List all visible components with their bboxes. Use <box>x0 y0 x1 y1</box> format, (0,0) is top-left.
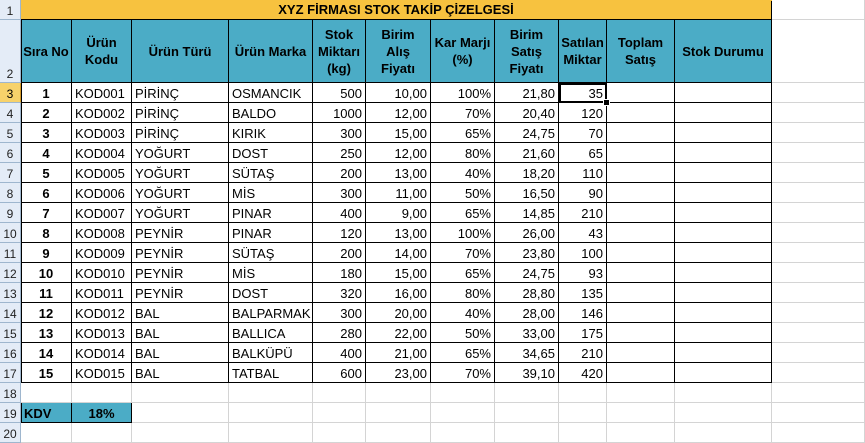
cell[interactable] <box>772 323 865 343</box>
table-cell[interactable]: 13 <box>21 323 72 343</box>
table-cell[interactable]: 300 <box>313 183 366 203</box>
table-cell[interactable]: 39,10 <box>495 363 559 383</box>
table-cell[interactable] <box>675 123 772 143</box>
table-cell[interactable]: PİRİNÇ <box>132 123 229 143</box>
cell[interactable] <box>675 423 772 443</box>
table-cell[interactable]: 65% <box>431 343 495 363</box>
row-header[interactable]: 7 <box>0 163 21 183</box>
cell[interactable] <box>772 383 865 403</box>
row-header[interactable]: 3 <box>0 83 21 103</box>
sheet-row <box>0 0 865 20</box>
cell[interactable] <box>772 343 865 363</box>
cell[interactable] <box>72 383 132 403</box>
cell[interactable] <box>559 403 607 423</box>
table-cell[interactable] <box>675 263 772 283</box>
table-cell[interactable]: 13,00 <box>366 163 431 183</box>
table-cell[interactable]: 6 <box>21 183 72 203</box>
table-cell[interactable]: 3 <box>21 123 72 143</box>
sheet-row <box>0 343 865 363</box>
table-cell[interactable]: 40% <box>431 163 495 183</box>
column-header[interactable]: Birim Satış Fiyatı <box>495 20 559 83</box>
row-header[interactable]: 11 <box>0 243 21 263</box>
table-cell[interactable]: 80% <box>431 143 495 163</box>
table-cell[interactable]: 21,60 <box>495 143 559 163</box>
cell[interactable] <box>21 423 72 443</box>
table-cell[interactable]: KOD007 <box>72 203 132 223</box>
sheet-row <box>0 143 865 163</box>
sheet-row <box>0 423 865 443</box>
table-cell[interactable]: 24,75 <box>495 123 559 143</box>
row-header[interactable]: 14 <box>0 303 21 323</box>
sheet-row <box>0 83 865 103</box>
table-cell[interactable]: 210 <box>559 343 607 363</box>
cell[interactable] <box>559 423 607 443</box>
table-cell[interactable] <box>607 83 675 103</box>
table-cell[interactable]: 20,00 <box>366 303 431 323</box>
table-cell[interactable]: 43 <box>559 223 607 243</box>
table-cell[interactable]: 15 <box>21 363 72 383</box>
cell[interactable] <box>607 383 675 403</box>
cell[interactable] <box>72 423 132 443</box>
table-cell[interactable]: DOST <box>229 143 313 163</box>
table-cell[interactable] <box>675 323 772 343</box>
table-cell[interactable]: 400 <box>313 343 366 363</box>
table-cell[interactable] <box>607 143 675 163</box>
table-cell[interactable]: 90 <box>559 183 607 203</box>
cell[interactable] <box>772 283 865 303</box>
table-cell[interactable]: 1 <box>21 83 72 103</box>
sheet-row <box>0 283 865 303</box>
table-cell[interactable]: YOĞURT <box>132 183 229 203</box>
table-cell[interactable]: 5 <box>21 163 72 183</box>
table-cell[interactable]: 34,65 <box>495 343 559 363</box>
table-cell[interactable] <box>607 163 675 183</box>
table-cell[interactable]: KOD001 <box>72 83 132 103</box>
table-cell[interactable]: KIRIK <box>229 123 313 143</box>
cell[interactable] <box>772 243 865 263</box>
row-header[interactable]: 20 <box>0 423 21 443</box>
table-cell[interactable]: 100 <box>559 243 607 263</box>
table-cell[interactable] <box>675 183 772 203</box>
table-cell[interactable]: PEYNİR <box>132 243 229 263</box>
kdv-value[interactable]: 18% <box>72 403 132 423</box>
table-cell[interactable]: KOD008 <box>72 223 132 243</box>
table-cell[interactable]: 8 <box>21 223 72 243</box>
table-cell[interactable]: 18,20 <box>495 163 559 183</box>
table-cell[interactable] <box>607 123 675 143</box>
row-header[interactable]: 6 <box>0 143 21 163</box>
cell[interactable] <box>431 383 495 403</box>
table-cell[interactable] <box>607 243 675 263</box>
cell[interactable] <box>772 103 865 123</box>
row-header[interactable]: 4 <box>0 103 21 123</box>
table-cell[interactable]: 65% <box>431 123 495 143</box>
table-cell[interactable] <box>607 323 675 343</box>
table-cell[interactable]: KOD002 <box>72 103 132 123</box>
column-header[interactable]: Ürün Kodu <box>72 20 132 83</box>
table-cell[interactable]: 40% <box>431 303 495 323</box>
sheet-row <box>0 303 865 323</box>
cell[interactable] <box>772 303 865 323</box>
table-cell[interactable]: 70% <box>431 363 495 383</box>
cell[interactable] <box>772 83 865 103</box>
table-cell[interactable]: 1000 <box>313 103 366 123</box>
sheet-row <box>0 183 865 203</box>
table-cell[interactable]: 9 <box>21 243 72 263</box>
cell[interactable] <box>313 403 366 423</box>
row-header[interactable]: 12 <box>0 263 21 283</box>
table-cell[interactable]: 50% <box>431 323 495 343</box>
sheet-title[interactable]: XYZ FİRMASI STOK TAKİP ÇİZELGESİ <box>21 0 772 20</box>
cell[interactable] <box>132 423 229 443</box>
table-cell[interactable] <box>675 363 772 383</box>
table-cell[interactable]: BALDO <box>229 103 313 123</box>
table-cell[interactable]: PEYNİR <box>132 223 229 243</box>
kdv-label[interactable]: KDV <box>21 403 72 423</box>
table-cell[interactable]: 93 <box>559 263 607 283</box>
table-cell[interactable]: TATBAL <box>229 363 313 383</box>
column-header[interactable]: Stok Durumu <box>675 20 772 83</box>
row-header[interactable]: 1 <box>0 0 21 20</box>
cell[interactable] <box>772 183 865 203</box>
table-cell[interactable]: 26,00 <box>495 223 559 243</box>
column-header[interactable]: Ürün Türü <box>132 20 229 83</box>
kdv-left-border <box>21 403 22 423</box>
row-header[interactable]: 5 <box>0 123 21 143</box>
table-cell[interactable]: BAL <box>132 323 229 343</box>
row-header[interactable]: 8 <box>0 183 21 203</box>
cell[interactable] <box>229 403 313 423</box>
table-cell[interactable]: 28,00 <box>495 303 559 323</box>
cell[interactable] <box>772 0 865 20</box>
sheet-row <box>0 223 865 243</box>
sheet-row <box>0 123 865 143</box>
table-cell[interactable]: 300 <box>313 303 366 323</box>
table-cell[interactable]: 11,00 <box>366 183 431 203</box>
table-cell[interactable]: 600 <box>313 363 366 383</box>
table-cell[interactable]: YOĞURT <box>132 163 229 183</box>
table-cell[interactable]: KOD006 <box>72 183 132 203</box>
table-cell[interactable]: 12,00 <box>366 143 431 163</box>
row-header[interactable]: 13 <box>0 283 21 303</box>
row-header[interactable]: 2 <box>0 20 21 83</box>
table-cell[interactable]: YOĞURT <box>132 203 229 223</box>
table-cell[interactable]: 16,50 <box>495 183 559 203</box>
table-cell[interactable] <box>607 183 675 203</box>
table-cell[interactable]: 12 <box>21 303 72 323</box>
table-cell[interactable]: 14,85 <box>495 203 559 223</box>
table-cell[interactable]: KOD013 <box>72 323 132 343</box>
table-cell[interactable]: 200 <box>313 163 366 183</box>
cell[interactable] <box>772 403 865 423</box>
table-cell[interactable]: KOD012 <box>72 303 132 323</box>
table-cell[interactable] <box>675 223 772 243</box>
cell[interactable] <box>772 123 865 143</box>
table-cell[interactable]: BALPARMAK <box>229 303 313 323</box>
table-cell[interactable]: 100% <box>431 223 495 243</box>
cell[interactable] <box>559 383 607 403</box>
sheet-row <box>0 203 865 223</box>
table-cell[interactable] <box>675 83 772 103</box>
table-cell[interactable] <box>675 343 772 363</box>
table-cell[interactable]: PINAR <box>229 223 313 243</box>
table-cell[interactable]: 146 <box>559 303 607 323</box>
cell[interactable] <box>772 143 865 163</box>
row-header[interactable]: 17 <box>0 363 21 383</box>
table-cell[interactable]: 175 <box>559 323 607 343</box>
cell[interactable] <box>229 423 313 443</box>
table-cell[interactable]: 50% <box>431 183 495 203</box>
table-cell[interactable]: SÜTAŞ <box>229 163 313 183</box>
table-cell[interactable]: DOST <box>229 283 313 303</box>
cell[interactable] <box>675 403 772 423</box>
cell[interactable] <box>772 20 865 83</box>
table-cell[interactable] <box>607 343 675 363</box>
table-cell[interactable]: 210 <box>559 203 607 223</box>
cell[interactable] <box>495 423 559 443</box>
table-cell[interactable]: 16,00 <box>366 283 431 303</box>
table-cell[interactable]: 120 <box>559 103 607 123</box>
cell[interactable] <box>366 383 431 403</box>
table-cell[interactable]: 280 <box>313 323 366 343</box>
cell[interactable] <box>431 403 495 423</box>
table-cell[interactable]: 65% <box>431 203 495 223</box>
table-cell[interactable]: 10,00 <box>366 83 431 103</box>
table-cell[interactable] <box>675 303 772 323</box>
cell[interactable] <box>366 403 431 423</box>
table-cell[interactable]: 15,00 <box>366 263 431 283</box>
row-header[interactable]: 9 <box>0 203 21 223</box>
table-cell[interactable]: 21,00 <box>366 343 431 363</box>
table-cell[interactable]: 120 <box>313 223 366 243</box>
table-cell[interactable]: 21,80 <box>495 83 559 103</box>
table-cell[interactable]: 100% <box>431 83 495 103</box>
cell[interactable] <box>772 263 865 283</box>
table-cell[interactable]: 7 <box>21 203 72 223</box>
table-cell[interactable]: 300 <box>313 123 366 143</box>
table-cell[interactable]: 320 <box>313 283 366 303</box>
sheet-row <box>0 383 865 403</box>
table-cell[interactable]: KOD009 <box>72 243 132 263</box>
cell[interactable] <box>132 403 229 423</box>
table-cell[interactable]: 4 <box>21 143 72 163</box>
table-cell[interactable]: 80% <box>431 283 495 303</box>
table-cell[interactable]: 110 <box>559 163 607 183</box>
table-cell[interactable]: KOD011 <box>72 283 132 303</box>
table-left-border <box>21 20 22 383</box>
row-header[interactable]: 16 <box>0 343 21 363</box>
table-cell[interactable] <box>607 223 675 243</box>
table-cell[interactable] <box>675 163 772 183</box>
table-cell[interactable]: 14 <box>21 343 72 363</box>
table-cell[interactable]: KOD014 <box>72 343 132 363</box>
cell[interactable] <box>772 203 865 223</box>
table-cell[interactable]: 70 <box>559 123 607 143</box>
row-header[interactable]: 19 <box>0 403 21 423</box>
title-top-border <box>21 0 772 1</box>
table-cell[interactable]: 10 <box>21 263 72 283</box>
cell[interactable] <box>772 223 865 243</box>
column-header[interactable]: Sıra No <box>21 20 72 83</box>
table-cell[interactable]: BAL <box>132 363 229 383</box>
sheet-row <box>0 163 865 183</box>
table-cell[interactable]: 200 <box>313 243 366 263</box>
cell[interactable] <box>607 423 675 443</box>
table-cell[interactable]: MİS <box>229 183 313 203</box>
table-cell[interactable] <box>675 243 772 263</box>
column-header[interactable]: Ürün Marka <box>229 20 313 83</box>
table-cell[interactable]: 180 <box>313 263 366 283</box>
table-cell[interactable] <box>675 283 772 303</box>
table-cell[interactable]: MİS <box>229 263 313 283</box>
sheet-row <box>0 243 865 263</box>
sheet-row <box>0 323 865 343</box>
table-cell[interactable]: 23,00 <box>366 363 431 383</box>
table-cell[interactable] <box>607 103 675 123</box>
column-header[interactable]: Toplam Satış <box>607 20 675 83</box>
cell[interactable] <box>495 383 559 403</box>
cell[interactable] <box>21 383 72 403</box>
table-cell[interactable]: 135 <box>559 283 607 303</box>
table-cell[interactable]: 33,00 <box>495 323 559 343</box>
cell[interactable] <box>675 383 772 403</box>
table-cell[interactable]: 65 <box>559 143 607 163</box>
cell[interactable] <box>366 423 431 443</box>
cell[interactable] <box>772 163 865 183</box>
table-cell[interactable]: 24,75 <box>495 263 559 283</box>
cell[interactable] <box>313 383 366 403</box>
table-cell[interactable]: KOD004 <box>72 143 132 163</box>
sheet-row <box>0 103 865 123</box>
table-cell[interactable] <box>675 203 772 223</box>
table-cell[interactable]: 70% <box>431 103 495 123</box>
table-cell[interactable]: 2 <box>21 103 72 123</box>
table-cell[interactable]: KOD015 <box>72 363 132 383</box>
table-cell[interactable]: BALKÜPÜ <box>229 343 313 363</box>
table-cell[interactable]: 250 <box>313 143 366 163</box>
table-cell[interactable]: KOD003 <box>72 123 132 143</box>
sheet-row <box>0 263 865 283</box>
table-cell[interactable] <box>607 283 675 303</box>
sheet-row <box>0 20 865 83</box>
table-cell[interactable] <box>607 203 675 223</box>
table-cell[interactable]: 15,00 <box>366 123 431 143</box>
table-cell[interactable]: PEYNİR <box>132 283 229 303</box>
table-cell[interactable]: KOD010 <box>72 263 132 283</box>
table-cell[interactable]: SÜTAŞ <box>229 243 313 263</box>
table-cell[interactable] <box>675 103 772 123</box>
table-cell[interactable]: PINAR <box>229 203 313 223</box>
table-cell[interactable]: BALLICA <box>229 323 313 343</box>
table-cell[interactable]: 28,80 <box>495 283 559 303</box>
table-cell[interactable]: 23,80 <box>495 243 559 263</box>
table-cell[interactable]: 13,00 <box>366 223 431 243</box>
table-cell[interactable] <box>607 303 675 323</box>
table-cell[interactable]: 500 <box>313 83 366 103</box>
table-cell[interactable]: 11 <box>21 283 72 303</box>
table-cell[interactable]: 400 <box>313 203 366 223</box>
table-cell[interactable]: 20,40 <box>495 103 559 123</box>
table-cell[interactable] <box>675 143 772 163</box>
table-cell[interactable]: 70% <box>431 243 495 263</box>
table-cell[interactable]: OSMANCIK <box>229 83 313 103</box>
table-cell[interactable]: 12,00 <box>366 103 431 123</box>
table-cell[interactable]: PİRİNÇ <box>132 83 229 103</box>
table-cell[interactable]: 420 <box>559 363 607 383</box>
table-cell[interactable]: PİRİNÇ <box>132 103 229 123</box>
cell[interactable] <box>229 383 313 403</box>
table-cell[interactable]: YOĞURT <box>132 143 229 163</box>
table-cell[interactable]: 22,00 <box>366 323 431 343</box>
cell[interactable] <box>607 403 675 423</box>
table-cell[interactable] <box>607 363 675 383</box>
cell[interactable] <box>431 423 495 443</box>
table-cell[interactable]: 65% <box>431 263 495 283</box>
column-header[interactable]: Kar Marjı (%) <box>431 20 495 83</box>
selected-cell[interactable]: 35 <box>559 83 607 103</box>
row-header[interactable]: 10 <box>0 223 21 243</box>
table-cell[interactable]: BAL <box>132 343 229 363</box>
column-header[interactable]: Satılan Miktar <box>559 20 607 83</box>
cell[interactable] <box>132 383 229 403</box>
row-header[interactable]: 15 <box>0 323 21 343</box>
fill-handle[interactable] <box>603 99 610 106</box>
column-header[interactable]: Stok Miktarı (kg) <box>313 20 366 83</box>
table-cell[interactable]: 9,00 <box>366 203 431 223</box>
table-cell[interactable]: BAL <box>132 303 229 323</box>
sheet-row <box>0 363 865 383</box>
cell[interactable] <box>313 423 366 443</box>
row-header[interactable]: 18 <box>0 383 21 403</box>
table-cell[interactable] <box>607 263 675 283</box>
table-cell[interactable]: 14,00 <box>366 243 431 263</box>
table-cell[interactable]: KOD005 <box>72 163 132 183</box>
cell[interactable] <box>495 403 559 423</box>
column-header[interactable]: Birim Alış Fiyatı <box>366 20 431 83</box>
cell[interactable] <box>772 363 865 383</box>
cell[interactable] <box>772 423 865 443</box>
table-cell[interactable]: PEYNİR <box>132 263 229 283</box>
sheet-row <box>0 403 865 423</box>
